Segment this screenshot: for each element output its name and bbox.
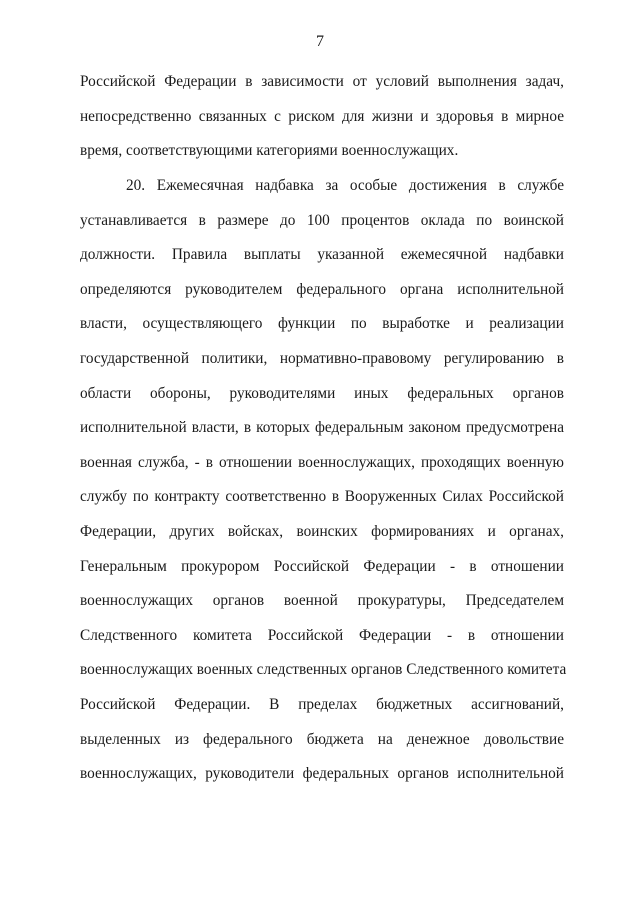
text-line: исполнительной власти, в которых федеральным законом предусмотрена xyxy=(80,419,564,437)
text-line: Российской Федерации в зависимости от условий выполнения задач, xyxy=(80,73,564,90)
text-line: государственной политики, нормативно-правовому регулированию в xyxy=(80,349,564,367)
text-line: Следственного комитета Российской Федерации - в отношении xyxy=(80,626,564,644)
text-line: военнослужащих органов военной прокуратуры, Председателем xyxy=(80,592,564,610)
text-line: непосредственно связанных с риском для жизни и здоровья в мирное xyxy=(80,107,564,125)
text-line: военная служба, - в отношении военнослужащих, проходящих военную xyxy=(80,453,564,471)
text-line: 20. Ежемесячная надбавка за особые достижения в службе xyxy=(126,177,564,194)
text-line: выделенных из федерального бюджета на денежное довольствие xyxy=(80,730,564,748)
text-line: должности. Правила выплаты указанной ежемесячной надбавки xyxy=(80,246,564,264)
text-line: Федерации, других войсках, воинских формированиях и органах, xyxy=(80,522,564,540)
paragraph-item-20 xyxy=(80,176,567,799)
text-line: военнослужащих военных следственных органов Следственного комитета xyxy=(80,661,567,679)
paragraph-continuation xyxy=(80,72,564,176)
text-line: Российской Федерации. В пределах бюджетных ассигнований, xyxy=(80,695,564,713)
text-line: определяются руководителем федерального органа исполнительной xyxy=(80,280,564,298)
page-number: 7 xyxy=(316,33,324,50)
text-line: устанавливается в размере до 100 процентов оклада по воинской xyxy=(80,211,564,229)
text-line: время, соответствующими категориями военнослужащих. xyxy=(80,142,459,160)
text-line: военнослужащих, руководители федеральных органов исполнительной xyxy=(80,765,564,783)
text-line: власти, осуществляющего функции по выработке и реализации xyxy=(80,315,564,333)
text-line: службу по контракту соответственно в Вооруженных Силах Российской xyxy=(80,488,564,506)
text-line: Генеральным прокурором Российской Федерации - в отношении xyxy=(80,557,564,575)
text-line: области обороны, руководителями иных федеральных органов xyxy=(80,384,564,402)
